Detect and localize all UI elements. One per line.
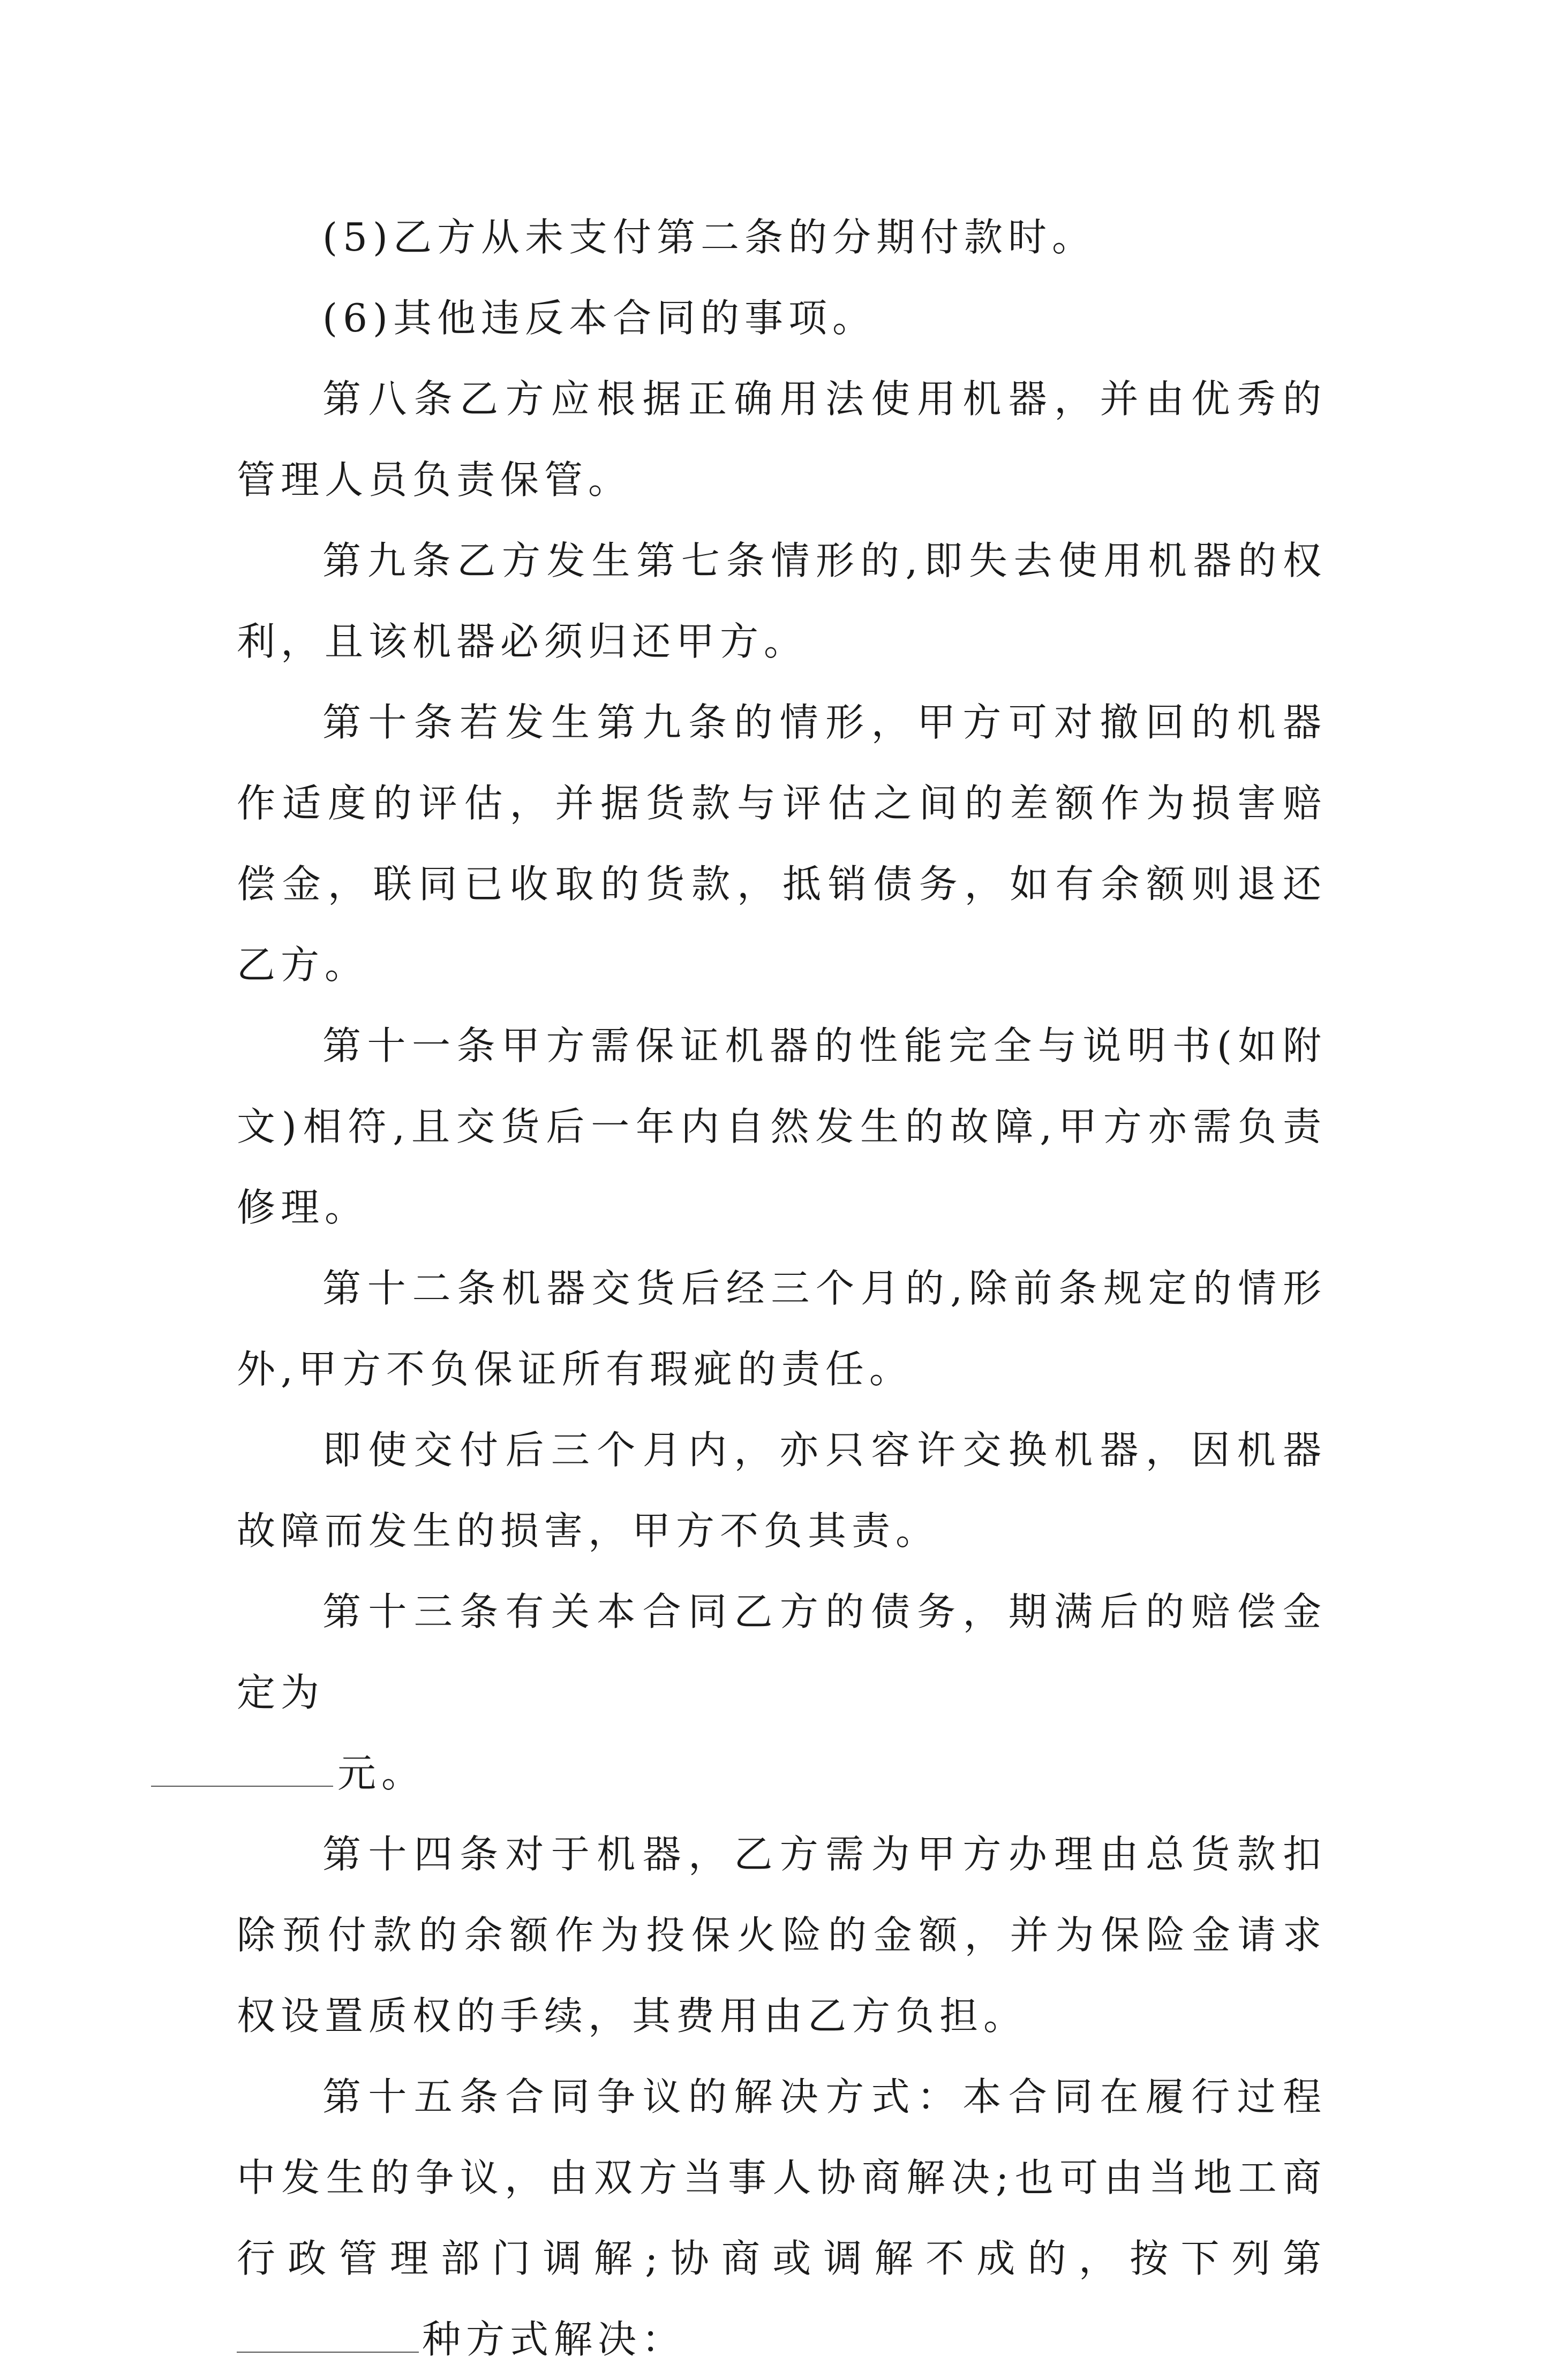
- article-15-tail: 种方式解决：: [422, 2317, 686, 2362]
- article-13-text: 第十三条有关本合同乙方的债务，期满后的赔偿金定为: [237, 1589, 1327, 1715]
- article-13: [237, 1571, 1327, 1814]
- clause-item-5: (5)乙方从未支付第二条的分期付款时。: [322, 215, 1096, 260]
- dispute-method-blank: [237, 2319, 419, 2353]
- article-15-text: 第十五条合同争议的解决方式：本合同在履行过程中发生的争议，由双方当事人协商解决;也可由当地工商行政管理部门调解;协商或调解不成的，按下列第: [237, 2074, 1327, 2281]
- article-11: 第十一条甲方需保证机器的性能完全与说明书(如附文)相符,且交货后一年内自然发生的故障,甲方亦需负责修理。: [237, 1023, 1327, 1230]
- article-12-continued: 即使交付后三个月内，亦只容许交换机器，因机器故障而发生的损害，甲方不负其责。: [237, 1427, 1327, 1553]
- article-13-unit: 元。: [337, 1751, 426, 1796]
- article-10: 第十条若发生第九条的情形，甲方可对撤回的机器作适度的评估，并据货款与评估之间的差额作为损害赔偿金，联同已收取的货款，抵销债务，如有余额则退还乙方。: [237, 700, 1327, 987]
- article-15: [237, 2057, 1327, 2380]
- article-8: 第八条乙方应根据正确用法使用机器，并由优秀的管理人员负责保管。: [237, 376, 1327, 502]
- compensation-amount-blank: [151, 1754, 333, 1787]
- document-body: [237, 197, 1327, 2380]
- clause-item-6: (6)其他违反本合同的事项。: [322, 296, 876, 341]
- article-14: 第十四条对于机器，乙方需为甲方办理由总货款扣除预付款的余额作为投保火险的金额，并为保险金请求权设置质权的手续，其费用由乙方负担。: [237, 1832, 1327, 2038]
- article-12: 第十二条机器交货后经三个月的,除前条规定的情形外,甲方不负保证所有瑕疵的责任。: [237, 1266, 1327, 1392]
- article-9: 第九条乙方发生第七条情形的,即失去使用机器的权利，且该机器必须归还甲方。: [237, 538, 1327, 664]
